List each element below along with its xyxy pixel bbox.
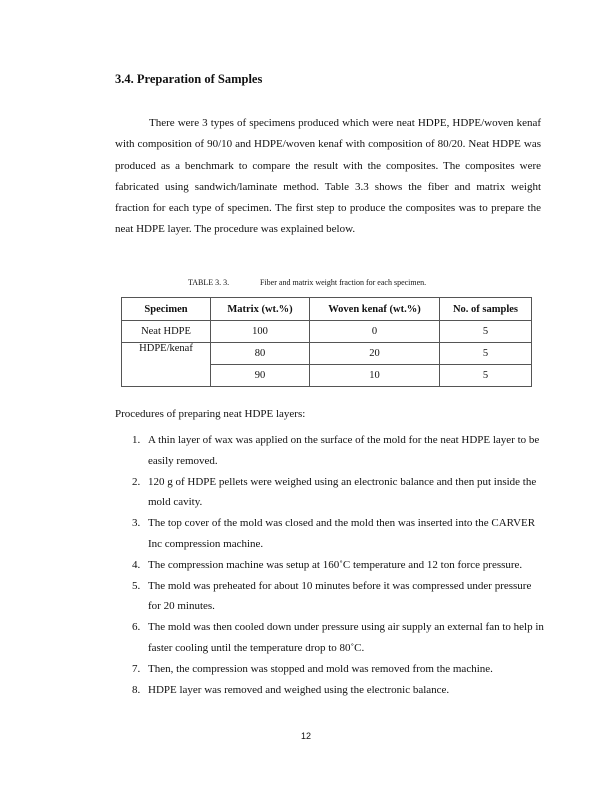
cell-specimen: Neat HDPE xyxy=(122,321,211,343)
procedure-list xyxy=(115,430,545,700)
header-matrix: Matrix (wt.%) xyxy=(211,298,310,321)
step-number: 2. xyxy=(132,475,141,488)
weight-fraction-table xyxy=(121,297,532,387)
section-heading: 3.4. Preparation of Samples xyxy=(115,72,263,86)
list-item xyxy=(115,513,545,555)
step-text: 120 g of HDPE pellets were weighed using an electronic balance and then put inside the mold cavity. xyxy=(148,475,537,509)
list-item xyxy=(115,659,545,680)
header-specimen: Specimen xyxy=(122,298,211,321)
step-number: 3. xyxy=(132,517,141,530)
list-item xyxy=(115,472,545,514)
cell-samples: 5 xyxy=(440,321,532,343)
cell-samples: 5 xyxy=(440,343,532,365)
cell-matrix: 80 xyxy=(211,343,310,365)
table-caption-label: TABLE 3. 3. xyxy=(188,278,230,287)
step-number: 4. xyxy=(132,558,141,571)
step-text: Then, the compression was stopped and mold was removed from the machine. xyxy=(148,662,493,675)
table-row xyxy=(122,343,532,365)
table-row xyxy=(122,321,532,343)
intro-paragraph xyxy=(115,113,541,241)
step-number: 1. xyxy=(132,434,141,446)
step-text: The top cover of the mold was closed and the mold then was inserted into the CARVER Inc compression machine. xyxy=(148,517,536,550)
table-caption xyxy=(188,278,426,287)
cell-kenaf: 20 xyxy=(310,343,440,365)
header-no-of-samples: No. of samples xyxy=(440,298,532,321)
cell-matrix: 100 xyxy=(211,321,310,343)
step-text: A thin layer of wax was applied on the surface of the mold for the neat HDPE layer to be easily removed. xyxy=(148,434,540,467)
paragraph-text: There were 3 types of specimens produced which were neat HDPE, HDPE/woven kenaf with composition of 90/10 and HDPE/woven kenaf with composition of 80/20. Neat HDPE was produced as a benchmark to compare the result with the composites. The composites were fabricated using sandwich/laminate method. Table 3.3 shows the fiber and matrix weight fraction for each type of specimen. The first step to produce the composites was to prepare the neat HDPE layer. The procedure was explained below. xyxy=(115,117,541,236)
step-text: The mold was then cooled down under pressure using air supply an external fan to help in faster cooling until the temperature drop to 80˚C. xyxy=(148,621,544,654)
step-text: The mold was preheated for about 10 minutes before it was compressed under pressure for 20 minutes. xyxy=(148,579,532,613)
step-number: 5. xyxy=(132,579,141,592)
procedures-intro: Procedures of preparing neat HDPE layers: xyxy=(115,408,306,420)
list-item xyxy=(115,555,545,576)
step-text: HDPE layer was removed and weighed using the electronic balance. xyxy=(148,683,450,696)
header-woven-kenaf: Woven kenaf (wt.%) xyxy=(310,298,440,321)
step-number: 6. xyxy=(132,621,141,634)
cell-kenaf: 10 xyxy=(310,365,440,387)
page-number: 12 xyxy=(300,731,311,741)
step-text: The compression machine was setup at 160˚C temperature and 12 ton force pressure. xyxy=(148,558,523,571)
table-caption-text: Fiber and matrix weight fraction for each specimen. xyxy=(260,278,427,287)
cell-kenaf: 0 xyxy=(310,321,440,343)
step-number: 7. xyxy=(132,662,141,675)
table-header-row xyxy=(122,298,532,321)
list-item xyxy=(115,430,545,472)
cell-specimen: HDPE/kenaf xyxy=(122,343,211,387)
cell-matrix: 90 xyxy=(211,365,310,387)
step-number: 8. xyxy=(132,683,141,696)
cell-samples: 5 xyxy=(440,365,532,387)
list-item xyxy=(115,680,545,701)
list-item xyxy=(115,576,545,618)
list-item xyxy=(115,617,545,659)
